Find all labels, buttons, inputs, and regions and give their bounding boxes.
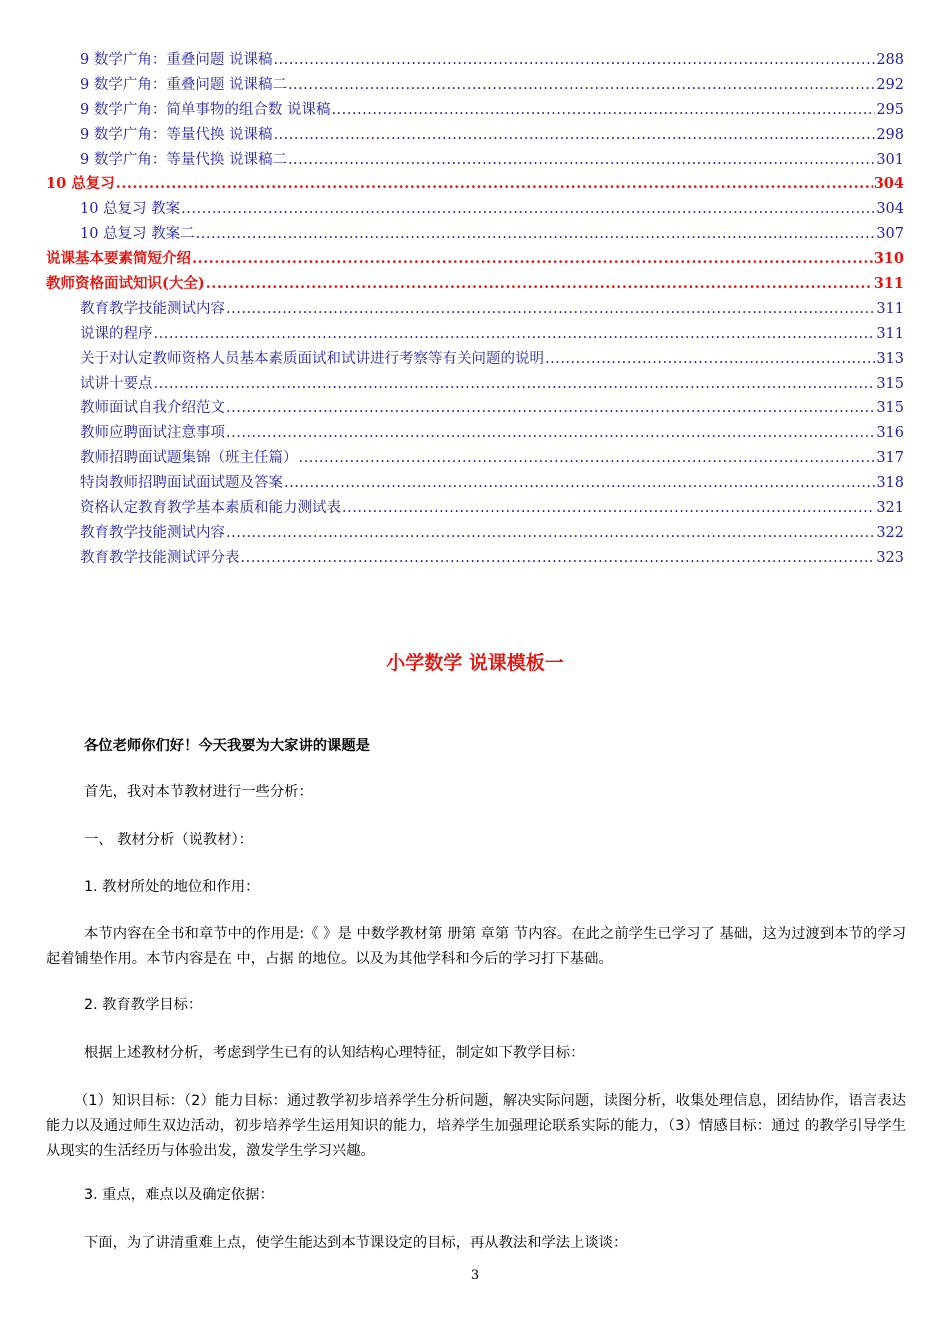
toc-dot-leader (181, 197, 875, 222)
toc-entry[interactable] (46, 521, 904, 546)
toc-entry[interactable] (46, 372, 904, 397)
toc-entry[interactable] (46, 546, 904, 571)
toc-entry-title: 资格认定教育教学基本素质和能力测试表 (80, 500, 341, 517)
toc-entry-title: 教师应聘面试注意事项 (80, 425, 225, 442)
toc-entry-page: 298 (876, 126, 904, 143)
toc-entry-title: 9 数学广角：等量代换 说课稿二 (80, 151, 287, 168)
toc-entry[interactable] (46, 197, 904, 222)
toc-entry-title: 9 数学广角：等量代换 说课稿 (80, 126, 273, 143)
toc-dot-leader (288, 148, 875, 173)
toc-dot-leader (116, 172, 873, 197)
toc-dot-leader (192, 247, 873, 272)
toc-dot-leader (299, 446, 876, 471)
toc-dot-leader (288, 73, 875, 98)
toc-dot-leader (342, 496, 875, 521)
toc-dot-leader (545, 347, 875, 372)
toc-entry[interactable] (46, 322, 904, 347)
toc-entry-page: 318 (876, 475, 904, 492)
toc-entry[interactable] (46, 496, 904, 521)
toc-entry-page: 310 (873, 250, 904, 268)
toc-entry-title: 说课的程序 (80, 325, 153, 342)
toc-dot-leader (226, 396, 875, 421)
toc-entry-title: 10 总复习 (46, 175, 115, 193)
toc-entry[interactable] (46, 148, 904, 173)
goals-paragraph: （1）知识目标：（2）能力目标：通过教学初步培养学生分析问题，解决实际问题，读图分析，收集处理信息，团结协作，语言表达能力以及通过师生双边活动，初步培养学生运用知识的能力，培养学生加强理论联系实际的能力，（3）情感目标：通过 的教学引导学生从现实的生活经历与体验出发，激发学生学习兴趣。 (46, 1093, 906, 1159)
toc-entry[interactable] (46, 123, 904, 148)
transition-paragraph: 下面，为了讲清重难上点，使学生能达到本节课设定的目标，再从教法和学法上谈谈： (84, 1235, 628, 1251)
toc-entry-title: 10 总复习 教案 (80, 201, 181, 218)
toc-entry-page: 317 (876, 450, 904, 467)
toc-dot-leader (206, 272, 873, 297)
toc-entry-title: 10 总复习 教案二 (80, 226, 195, 243)
toc-entry-page: 295 (876, 101, 904, 118)
toc-dot-leader (331, 98, 875, 123)
toc-dot-leader (226, 297, 875, 322)
toc-entry-page: 316 (876, 425, 904, 442)
toc-dot-leader (154, 372, 876, 397)
toc-chapter-entry[interactable] (46, 272, 904, 297)
toc-entry[interactable] (46, 446, 904, 471)
toc-entry-page: 301 (876, 151, 904, 168)
item-heading-key-points: 3. 重点，难点以及确定依据： (84, 1187, 274, 1203)
toc-entry-title: 说课基本要素简短介绍 (46, 250, 191, 268)
toc-entry-title: 9 数学广角：重叠问题 说课稿 (80, 52, 273, 68)
toc-entry-page: 315 (876, 400, 904, 417)
toc-entry[interactable] (46, 347, 904, 372)
toc-dot-leader (154, 322, 876, 347)
toc-entry[interactable] (46, 471, 904, 496)
toc-entry-title: 教育教学技能测试内容 (80, 300, 225, 317)
toc-entry-title: 特岗教师招聘面试面试题及答案 (80, 475, 283, 492)
toc-entry-title: 9 数学广角：重叠问题 说课稿二 (80, 76, 287, 93)
toc-entry[interactable] (46, 396, 904, 421)
toc-chapter-entry[interactable] (46, 172, 904, 197)
toc-dot-leader (196, 222, 876, 247)
toc-dot-leader (284, 471, 875, 496)
toc-entry-title: 试讲十要点 (80, 375, 153, 392)
toc-dot-leader (241, 546, 876, 571)
toc-entry-page: 311 (876, 300, 904, 317)
toc-entry[interactable] (46, 222, 904, 247)
toc-dot-leader (226, 521, 875, 546)
page-number: 3 (470, 1268, 480, 1283)
toc-entry-page: 304 (873, 175, 904, 193)
toc-entry-page: 288 (876, 52, 904, 68)
toc-entry-title: 关于对认定教师资格人员基本素质面试和试讲进行考察等有关问题的说明 (80, 350, 544, 367)
toc-entry-page: 311 (873, 275, 904, 293)
intro-paragraph: 首先，我对本节教材进行一些分析： (84, 784, 313, 800)
toc-chapter-entry[interactable] (46, 247, 904, 272)
toc-entry-page: 307 (876, 226, 904, 243)
toc-entry-title: 教育教学技能测试评分表 (80, 549, 240, 566)
toc-entry-title: 教师资格面试知识(大全) (46, 275, 205, 293)
toc-entry-page: 304 (876, 201, 904, 218)
toc-entry-title: 教师面试自我介绍范文 (80, 400, 225, 417)
toc-entry-title: 9 数学广角：简单事物的组合数 说课稿 (80, 101, 331, 118)
toc-entry-title: 教师招聘面试题集锦（班主任篇） (80, 450, 298, 467)
toc-dot-leader (226, 421, 875, 446)
toc-entry-page: 321 (876, 500, 904, 517)
section-title-textbook-analysis: 一、 教材分析（说教材）： (84, 832, 253, 848)
toc-dot-leader (273, 48, 875, 73)
toc-dot-leader (273, 123, 875, 148)
toc-entry-page: 315 (876, 375, 904, 392)
item-body-teaching-goals: 根据上述教材分析，考虑到学生已有的认知结构心理特征，制定如下教学目标： (84, 1045, 585, 1061)
item-heading-teaching-goals: 2. 教育教学目标： (84, 997, 203, 1013)
toc-entry[interactable] (46, 421, 904, 446)
toc-entry-page: 311 (876, 325, 904, 342)
table-of-contents (46, 48, 904, 571)
toc-entry-page: 292 (876, 76, 904, 93)
item-heading-position-role: 1. 教材所处的地位和作用： (84, 879, 260, 895)
section-heading: 小学数学 说课模板一 (386, 652, 564, 674)
toc-entry-page: 313 (876, 350, 904, 367)
toc-entry-page: 323 (876, 549, 904, 566)
toc-entry-page: 322 (876, 524, 904, 541)
toc-entry[interactable] (46, 297, 904, 322)
greeting-paragraph: 各位老师你们好！今天我要为大家讲的课题是 (84, 738, 370, 754)
toc-entry[interactable] (46, 48, 904, 73)
document-body (46, 734, 906, 1254)
toc-entry[interactable] (46, 73, 904, 98)
toc-entry-title: 教育教学技能测试内容 (80, 524, 225, 541)
toc-entry[interactable] (46, 98, 904, 123)
item-body-position-role: 本节内容在全书和章节中的作用是:《 》是 中数学教材第 册第 章第 节内容。在此之前学生已学习了 基础，这为过渡到本节的学习起着铺垫作用。本节内容是在 中，占据 的地位。以及为其他学科和今后的学习打下基础。 (46, 926, 906, 967)
